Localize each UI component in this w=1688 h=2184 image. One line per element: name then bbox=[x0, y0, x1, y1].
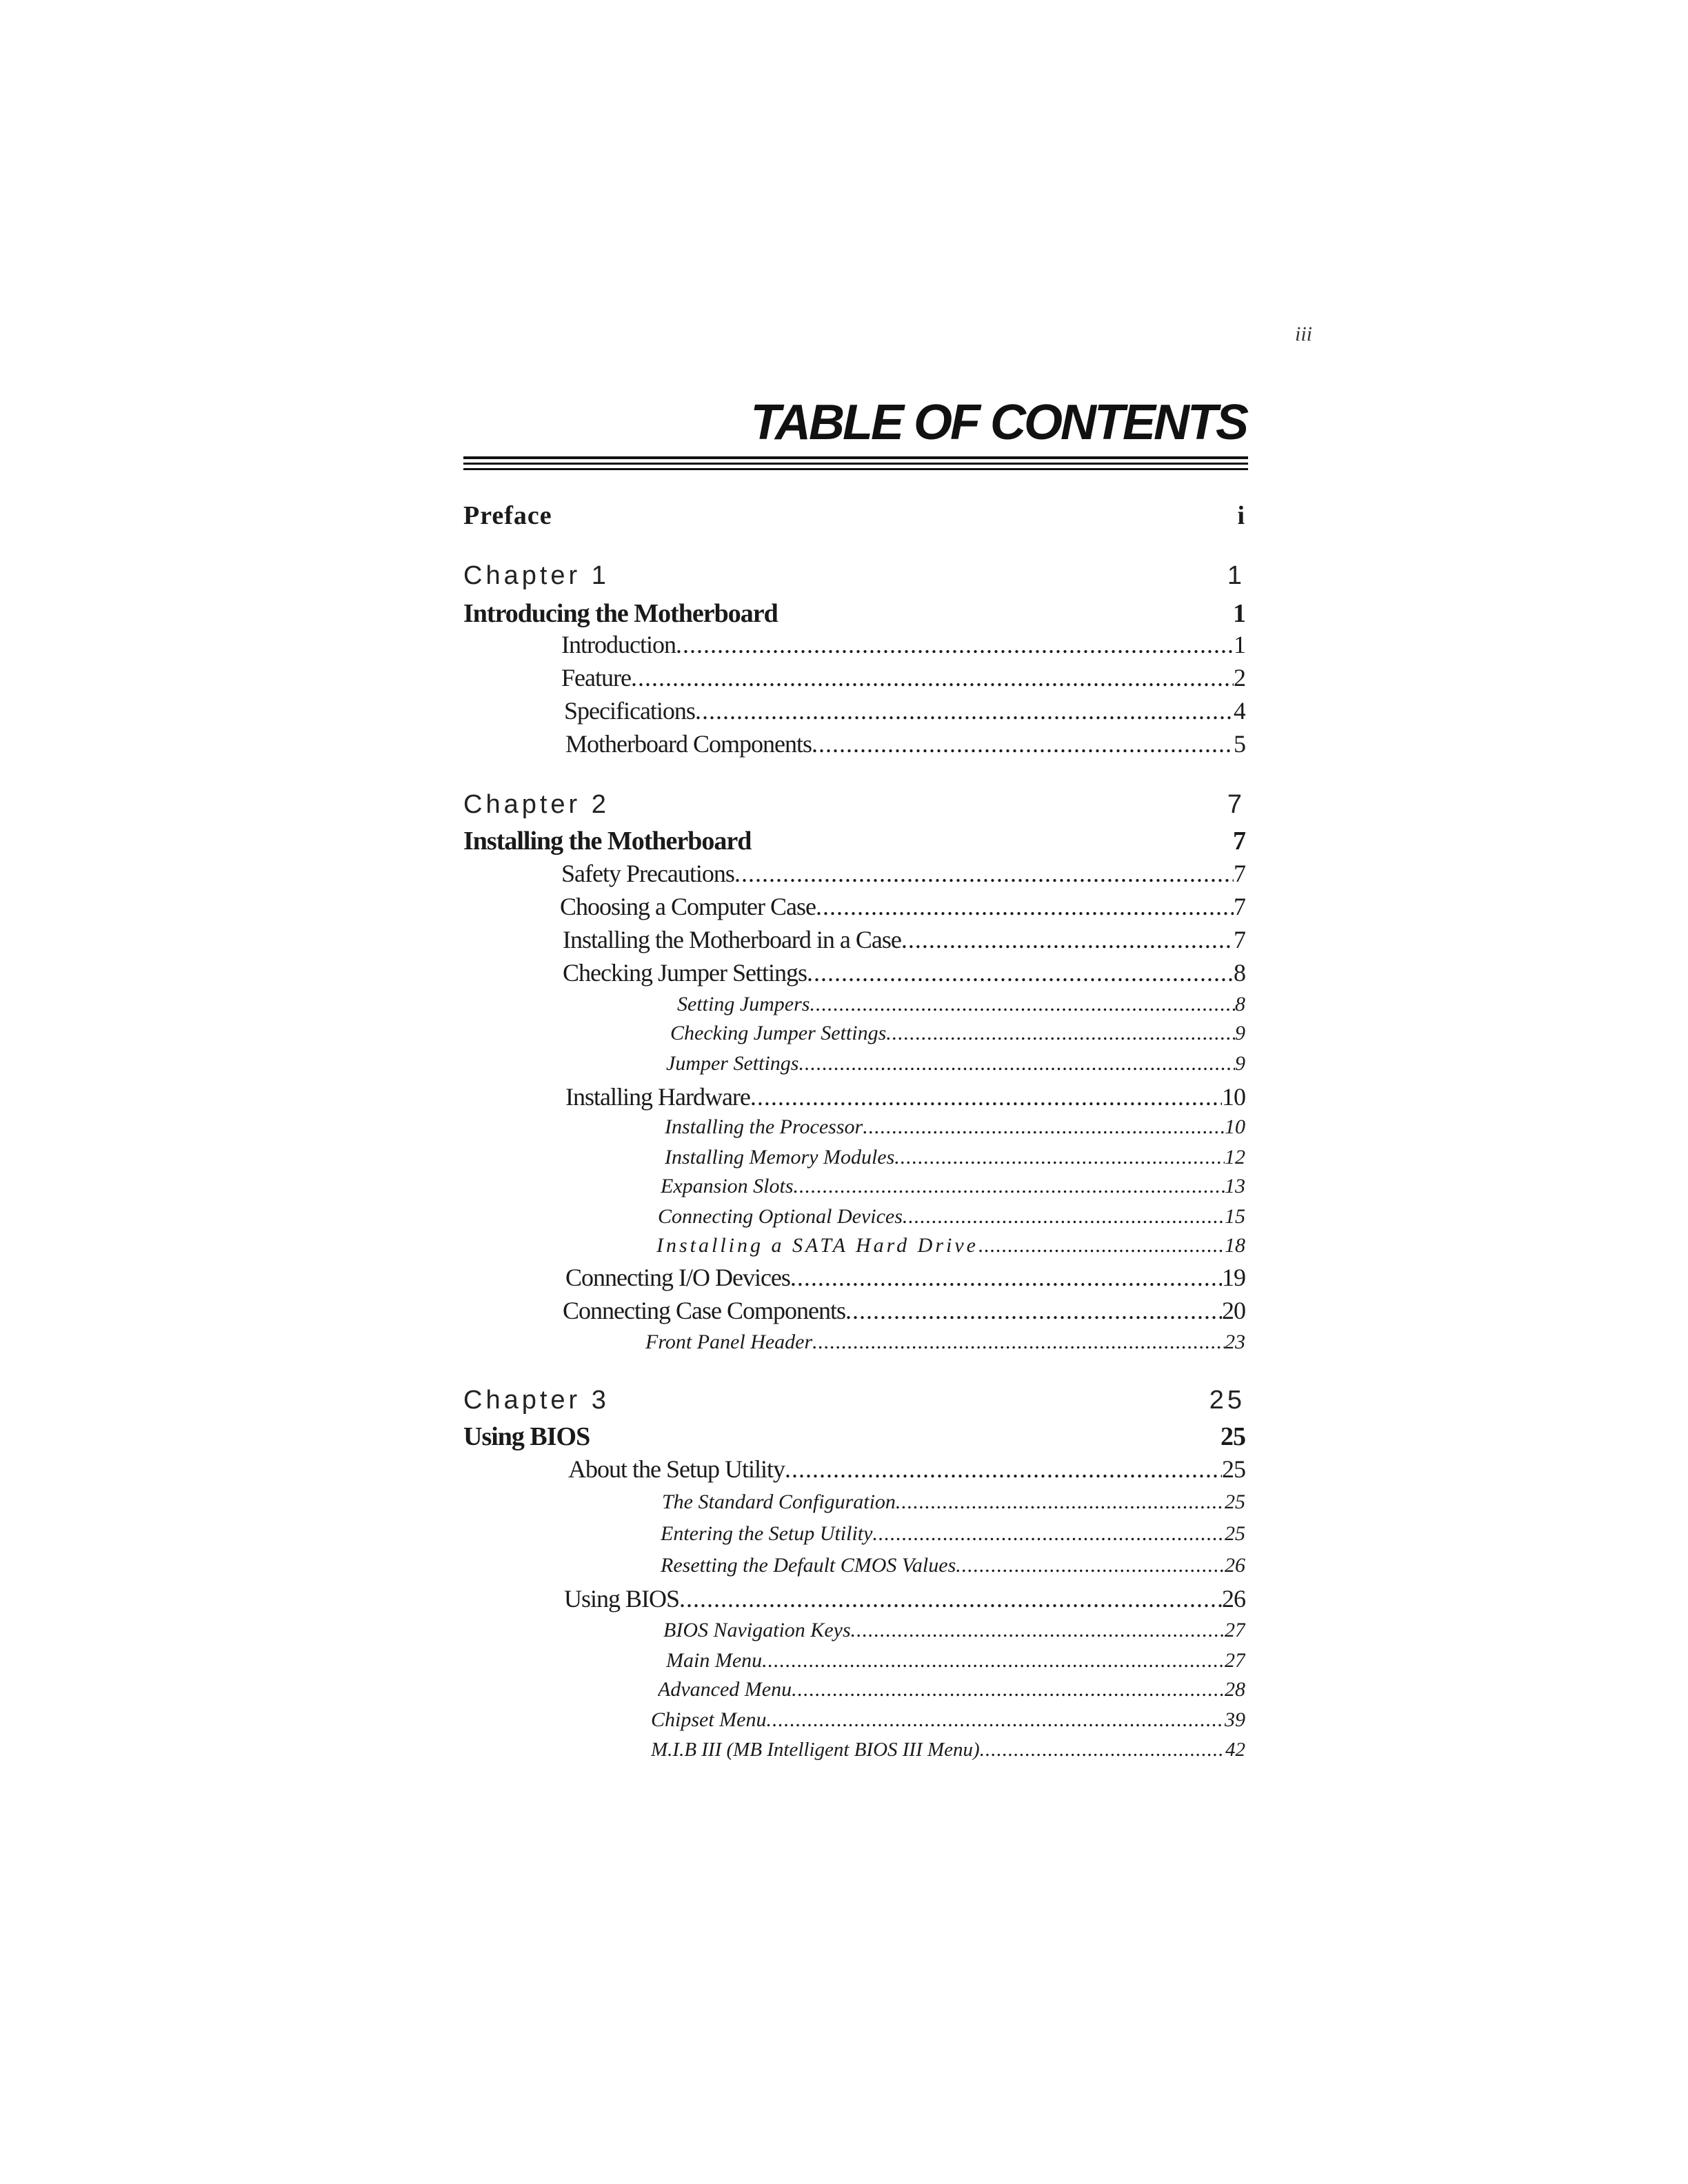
toc-subentry[interactable]: Installing the Processor ..... 10 bbox=[665, 1115, 1245, 1139]
toc-entry[interactable]: Specifications ..... 4 bbox=[564, 696, 1245, 725]
toc-subentry[interactable]: Advanced Menu ..... 28 bbox=[658, 1678, 1245, 1701]
chapter-title[interactable]: Using BIOS 25 bbox=[463, 1422, 1245, 1451]
toc-subentry[interactable]: Jumper Settings ..... 9 bbox=[666, 1052, 1245, 1075]
toc-entry[interactable]: Motherboard Components ..... 5 bbox=[565, 729, 1245, 758]
chapter-heading: Chapter 1 1 bbox=[463, 561, 1245, 590]
page-number: iii bbox=[1295, 323, 1313, 345]
toc-entry[interactable]: About the Setup Utility ..... 25 bbox=[568, 1455, 1245, 1484]
toc-label: Preface bbox=[463, 501, 552, 530]
toc-entry[interactable]: Introduction ..... 1 bbox=[561, 630, 1245, 659]
toc-subentry[interactable]: Entering the Setup Utility ..... 25 bbox=[661, 1522, 1245, 1546]
chapter-heading: Chapter 2 7 bbox=[463, 790, 1245, 819]
page-title: TABLE OF CONTENTS bbox=[750, 395, 1247, 450]
chapter-title[interactable]: Introducing the Motherboard 1 bbox=[463, 599, 1245, 628]
toc-entry[interactable]: Checking Jumper Settings ..... 8 bbox=[563, 958, 1245, 987]
toc-entry[interactable]: Connecting Case Components ..... 20 bbox=[563, 1296, 1245, 1325]
toc-entry[interactable]: Installing the Motherboard in a Case ..... 7 bbox=[563, 925, 1245, 954]
toc-subentry[interactable]: Setting Jumpers ..... 8 bbox=[677, 993, 1245, 1016]
chapter-title[interactable]: Installing the Motherboard 7 bbox=[463, 827, 1245, 856]
toc-subentry[interactable]: Expansion Slots ..... 13 bbox=[661, 1175, 1245, 1198]
chapter-heading: Chapter 3 25 bbox=[463, 1386, 1245, 1415]
toc-subentry[interactable]: Connecting Optional Devices ..... 15 bbox=[658, 1205, 1245, 1228]
toc-subentry[interactable]: Main Menu ..... 27 bbox=[666, 1649, 1245, 1672]
toc-entry[interactable]: Connecting I/O Devices ..... 19 bbox=[565, 1263, 1245, 1292]
toc-subentry[interactable]: Chipset Menu ..... 39 bbox=[651, 1708, 1245, 1732]
toc-entry[interactable]: Safety Precautions ..... 7 bbox=[561, 859, 1245, 888]
title-rule bbox=[463, 463, 1248, 465]
toc-subentry[interactable]: Front Panel Header ..... 23 bbox=[645, 1331, 1245, 1354]
toc-subentry[interactable]: Installing a SATA Hard Drive ..... 18 bbox=[656, 1234, 1245, 1257]
toc-entry[interactable]: Choosing a Computer Case ..... 7 bbox=[560, 892, 1245, 921]
toc-entry[interactable]: Using BIOS ..... 26 bbox=[564, 1584, 1245, 1613]
toc-subentry[interactable]: Checking Jumper Settings ..... 9 bbox=[670, 1022, 1245, 1045]
toc-subentry[interactable]: M.I.B III (MB Intelligent BIOS III Menu) ..... 42 bbox=[651, 1739, 1245, 1761]
toc-subentry[interactable]: Resetting the Default CMOS Values ..... 26 bbox=[661, 1554, 1245, 1577]
title-rule bbox=[463, 468, 1248, 470]
toc-page: i bbox=[1237, 501, 1245, 530]
title-rule bbox=[463, 456, 1248, 459]
toc-entry[interactable]: Installing Hardware ..... 10 bbox=[565, 1082, 1245, 1111]
toc-entry[interactable]: Feature ..... 2 bbox=[561, 663, 1245, 692]
toc-subentry[interactable]: The Standard Configuration ..... 25 bbox=[662, 1490, 1245, 1514]
toc-subentry[interactable]: Installing Memory Modules ..... 12 bbox=[665, 1146, 1245, 1169]
toc-preface[interactable] bbox=[463, 501, 1245, 531]
toc-subentry[interactable]: BIOS Navigation Keys ..... 27 bbox=[663, 1619, 1245, 1642]
